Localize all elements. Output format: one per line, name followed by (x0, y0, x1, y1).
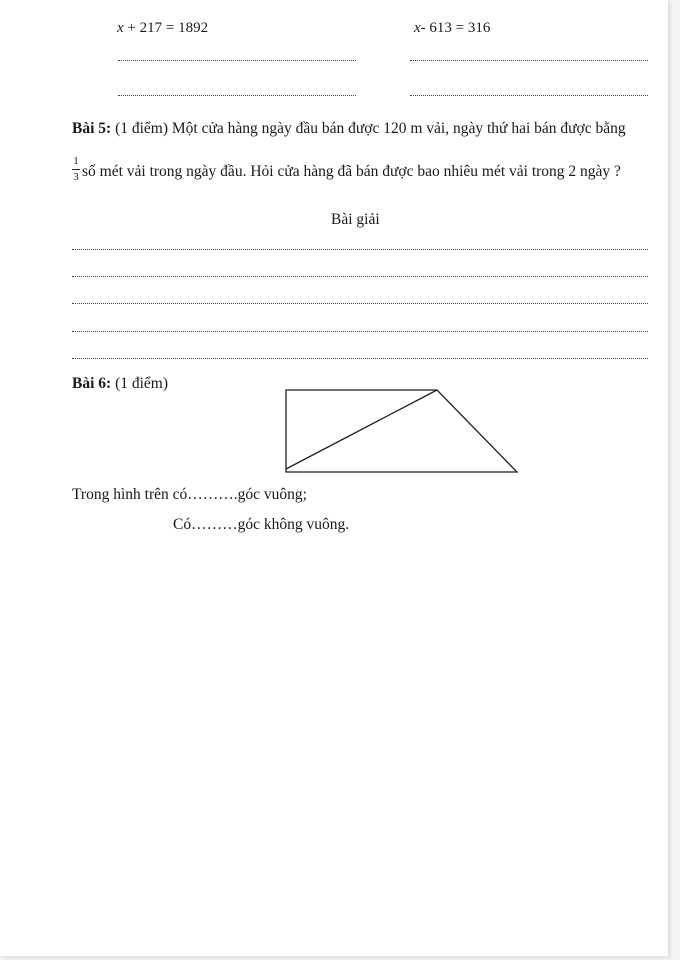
trapezoid-diagonal (286, 390, 437, 469)
answer-line-right-1[interactable] (410, 60, 648, 61)
answer-line-right-2[interactable] (410, 95, 648, 96)
solution-line-3[interactable] (72, 303, 648, 304)
solution-heading: Bài giải (331, 211, 380, 228)
exercise-6-points: (1 điểm) (111, 375, 169, 392)
answer-line-left-1[interactable] (118, 60, 356, 61)
equation-right-rest: - 613 = 316 (420, 20, 491, 36)
solution-line-5[interactable] (72, 358, 648, 359)
exercise-5-text-2: số mét vải trong ngày đầu. Hỏi cửa hàng đã bán được bao nhiêu mét vải trong 2 ngày ? (82, 163, 621, 180)
solution-line-2[interactable] (72, 276, 648, 277)
solution-line-4[interactable] (72, 331, 648, 332)
exercise-6-heading (72, 375, 168, 393)
fraction-numerator: 1 (73, 155, 79, 167)
trapezoid-outline (286, 390, 517, 472)
fraction-denominator: 3 (73, 171, 79, 183)
exercise-6-label: Bài 6: (72, 375, 112, 392)
answer-line-left-2[interactable] (118, 95, 356, 96)
equation-left (117, 20, 208, 37)
solution-line-1[interactable] (72, 249, 648, 250)
trapezoid-figure (280, 385, 525, 480)
exercise-5-label: Bài 5: (72, 120, 112, 137)
fraction-bar (72, 169, 80, 170)
equation-right-variable: x (414, 20, 421, 36)
exercise-5-text-1: (1 điểm) Một cửa hàng ngày đầu bán được 120 m vải, ngày thứ hai bán được bằng (111, 120, 626, 137)
exercise-5-line-1 (72, 120, 626, 138)
equation-left-variable: x (117, 20, 124, 36)
answer-non-right-angles: Có………góc không vuông. (173, 516, 350, 533)
equation-left-rest: + 217 = 1892 (123, 20, 209, 36)
answer-right-angles: Trong hình trên có……….góc vuông; (72, 486, 307, 503)
equation-right (414, 20, 490, 37)
